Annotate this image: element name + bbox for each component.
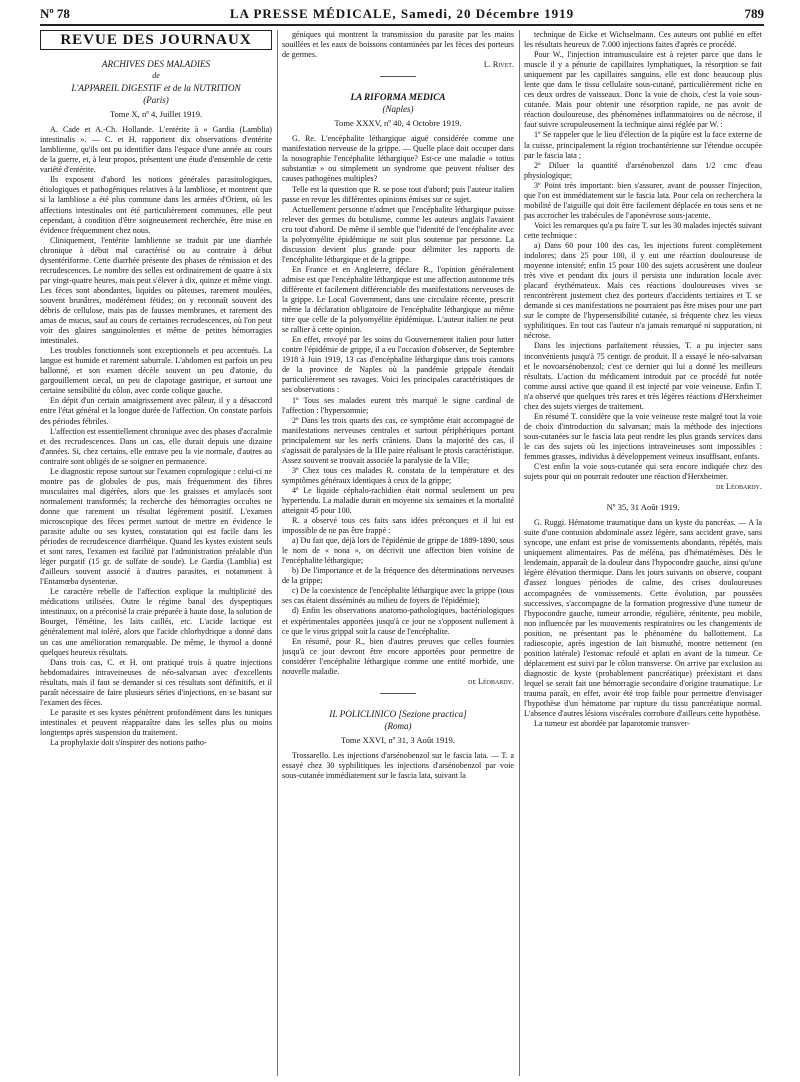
author-signature: de Léobardy. xyxy=(716,482,762,492)
column-2 xyxy=(282,30,514,1076)
paragraph: 4º Le liquide céphalo-rachidien était normal seulement un peu hypertendu. La maladie durait en moyenne six semaines et la mortalité atteignit 45 pour 100. xyxy=(282,485,514,516)
journal-name-line-2: L'APPAREIL DIGESTIF et de la NUTRITION xyxy=(71,83,241,94)
paragraph: 1º Tous ses malades eurent très marqué le signe cardinal de l'affection : l'hypersomnie; xyxy=(282,395,514,415)
journal-tome: Tome X, nº 4, Juillet 1919. xyxy=(109,109,203,120)
article-continuation xyxy=(524,30,762,482)
paragraph: En résumé, pour R., bien d'autres preuves que celles fournies jusqu'à ce jour devront être encore apportées pour permettre de considérer l'encéphalite léthargique comme une entité morbide, une nouvelle maladie. xyxy=(282,636,514,676)
paragraph: Le caractère rebelle de l'affection explique la multiplicité des médications utilisées. Outre le régime banal des dyspeptiques intestinaux, on a préconisé la craie préparée à haute dose, la solution de Bourget, l'émétine, les laits caillés, etc. L'acide lactique est généralement mal toléré, alors que l'acide chlorhydrique a donné dans un cas une amélioration remarquable. De même, le thymol a donné quelques heureux résultats. xyxy=(40,587,272,657)
paragraph: a) Du fait que, déjà lors de l'épidémie de grippe de 1889-1890, sous le nom de « nona », on décrivit une affection bien voisine de l'encéphalite léthargique; xyxy=(282,536,514,566)
paragraph: A. Cade et A.-Ch. Hollande. L'entérite à « Gardia (Lamblia) intestinalis ». — C. et H. rapportent dix observations d'entérite lamblienne, qu'ils ont pu identifier dans l'espace d'une année au cours de la guerre, et, à leur propos, présentent une étude d'ensemble de cette variété d'entérite. xyxy=(40,125,272,175)
paragraph: C'est enfin la voie sous-cutanée qui sera encore indiquée chez des sujets pour qui on pourrait redouter une réaction d'Herxheimer. xyxy=(524,462,762,482)
paragraph: Ils exposent d'abord les notions générales parasitologiques, étiologiques et pathogéniques relatives à la lambliose, et montrent que si la lambliose a été plus commune dans les armées d'Orient, où les affections intestinales ont été particulièrement communes, elle peut cependant, à condition d'être soigneusement recherchée, être mise en évidence fréquemment chez nous. xyxy=(40,175,272,235)
author-signature: de Léobardy. xyxy=(468,676,514,686)
journal-title: LA PRESSE MÉDICALE, Samedi, 20 Décembre 1919 xyxy=(229,6,575,21)
paragraph: Dans les injections parfaitement réussies, T. a pu injecter sans inconvénients jusqu'à 75 centigr. de produit. Il a essayé le néo-salvarsan et le novoarsénobenzol; c'est ce dernier qui lui a donné les meilleurs résultats. L'action du médicament introduit par ce procédé fut notée comme aussi active que quand il est injecté par voie veineuse. Enfin T. n'a observé que quelques très rares et très légères réactions d'Herxheimer chez des sujets vierges de traitement. xyxy=(524,341,762,411)
article-body xyxy=(282,134,514,677)
paragraph: Pour W., l'injection intramusculaire est à rejeter parce que dans le muscle il y a pénurie de capillaires lymphatiques, la résorption se fait uniquement par les capillaires sanguins, elle est donc beaucoup plus lente que dans le tissu cellulaire sous-cutané, particulièrement riche en ces deux ordres de vaisseaux. Donc la voie de choix, c'est la voie sous-cutanée. Mais pour obtenir une résorption rapide, ne pas avoir de réaction douloureuse, des phénomènes inflammatoires ou de nécrose, il faut suivre scrupuleusement la technique ainsi réglée par W. : xyxy=(524,50,762,130)
paragraph: G. Re. L'encéphalite léthargique aiguë considérée comme une manifestation nerveuse de la grippe. — Quelle place doit occuper dans la nosographie l'encéphalite léthargique? Est-ce une maladie « totius substantiæ » ou simplement un syndrome que peuvent réaliser des causes pathogènes multiples? xyxy=(282,134,514,184)
journal-tome: Nº 35, 31 Août 1919. xyxy=(606,502,680,513)
paragraph: Le diagnostic repose surtout sur l'examen coprologique : celui-ci ne montre pas de globules de pus, mais fréquemment des fibres musculaires mal digérées, alors que les graisses et amylacés sont normalement transformés; la recherche des hémorragies occultes ne donne que rarement un résultat légèrement positif. L'examen microscopique des fèces permet surtout de mettre en évidence le parasite adulte ou ses kystes, constatation qui est facile dans les périodes de recrudescence diarrhéique. Quand les kystes existent seuls et sont rares, l'examen est facilité par l'administration préalable d'un léger purgatif (15 gr. de sulfate de soude). Le Gardia (Lamblia) est d'ailleurs souvent associé à d'autres parasites, et notamment à l'Entamœba dysenteriæ. xyxy=(40,466,272,587)
journal-city: (Naples) xyxy=(382,104,414,115)
section-banner: REVUE DES JOURNAUX xyxy=(40,30,272,50)
column-1 xyxy=(40,30,272,1076)
journal-section-title: IL POLICLINICO [Sezione practica] xyxy=(329,708,467,719)
page-header xyxy=(40,4,764,26)
paragraph: 2º Diluer la quantité d'arsénobenzol dans 1/2 cmc d'eau physiologique; xyxy=(524,160,762,180)
divider xyxy=(380,76,416,77)
paragraph: Cliniquement, l'entérite lamblienne se traduit par une diarrhée chronique à début mal caractérisé ou au contraire à début dysentériforme. Cette diarrhée présente des phases de rémission et des recrudescences. Le nombre des selles est ordinairement de quatre à six par vingt-quatre heures, mais peut s'élever à dix, quinze et même vingt. Les fèces sont abondantes, liquides ou pâteuses, rarement moulées, souvent brunâtres, modérément fétides; on y reconnaît souvent des débris de cellulose, mais pas de fausses membranes, et rarement des amas de mucus, sauf au cours de certaines recrudescences, où l'on peut voir des glaires sanguinolentes et même de petites hémorragies intestinales. xyxy=(40,235,272,346)
paragraph: G. Ruggi. Hématome traumatique dans un kyste du pancréas. — A la suite d'une contusion abdominale assez légère, sans accident grave, sans syncope, une enfant est prise de vomissements abondants, répétés, mais uniquement alimentaires. Pas de méléna, pas d'hématémèses. Dès le lendemain, apparaît de la douleur dans l'hypocondre gauche, ainsi qu'une légère élévation thermique. Dans les jours suivants on observe, coupant d'assez longues périodes de calme, des crises douloureuses accompagnées de vomissements. Cette évolution, par poussées successives, s'accompagne de la formation progressive d'une tumeur de l'hypocondre gauche, tumeur arrondie, régulière, rénitente, peu mobile, non influencée par les mouvements respiratoires ou les changements de position, ne présentant pas le phénomène du ballottement. La radioscopie, après ingestion de lait bismuthé, montre nettement (en position latérale) l'estomac refoulé et aplati en avant de la tumeur. Ce déplacement est suivi par le côlon transverse. On arrive par exclusion au diagnostic de kyste (probablement pancréatique) préexistant et dans lequel se serait fait une hémorragie secondaire d'origine traumatique. Le trauma paraît, en effet, avoir été trop faible pour permettre d'envisager l'hypothèse d'un hématome par rupture du tissu pancréatique normal. L'absence d'autres lésions viscérales corrobore d'ailleurs cette hypothèse. xyxy=(524,518,762,719)
author-signature: L. Rivet. xyxy=(483,60,514,70)
paragraph: Telle est la question que R. se pose tout d'abord; puis l'auteur italien passe en revue les différentes opinions émises sur ce sujet. xyxy=(282,184,514,204)
paragraph: En résumé T. considère que la voie veineuse reste malgré tout la voie de choix d'introduction du salvarsan; mais la méthode des injections sous-cutanées sur le fascia lata peut rendre les plus grands services dans le cas des sujets où les injections intraveineuses sont impossibles : femmes grasses, individus à développement veineux insuffisant, enfants. xyxy=(524,411,762,461)
paragraph: Le parasite et ses kystes pénètrent profondément dans les tuniques intestinales et peuvent réapparaître dans les selles plus ou moins longtemps après suspension du traitement. xyxy=(40,707,272,737)
issue-number: Nº 78 xyxy=(40,6,70,21)
paragraph: Voici les remarques qu'a pu faire T. sur les 30 malades injectés suivant cette technique : xyxy=(524,220,762,240)
page-number: 789 xyxy=(744,6,764,21)
journal-city: (Roma) xyxy=(384,720,412,731)
journal-name-line-1: ARCHIVES DES MALADIES xyxy=(101,59,211,70)
column-3 xyxy=(524,30,762,1076)
paragraph: La prophylaxie doit s'inspirer des notions patho- xyxy=(50,738,207,747)
paragraph: géniques qui montrent la transmission du parasite par les mains souillées et les eaux de boissons contaminées par les fèces des porteurs de germes. xyxy=(282,30,514,60)
paragraph: En France et en Angleterre, déclare R., l'opinion généralement admise est que l'encéphalite léthargique est une affection autonome très différente et facilement différenciable des manifestations nerveuses de la grippe. Le Local Government, dans une circulaire récente, prescrit même la déclaration obligatoire de l'encéphalite léthargique au même titre que celle de la polyomyélite épidémique. L'auteur italien ne peut se rallier à cette opinion. xyxy=(282,264,514,335)
paragraph: La tumeur est abordée par laparotomie transver- xyxy=(534,719,690,729)
journal-tome: Tome XXVI, nº 31, 3 Août 1919. xyxy=(340,734,455,745)
paragraph: Dans trois cas, C. et H. ont pratiqué trois à quatre injections hebdomadaires intraveineuses de néo-salvarsan avec d'excellents résultats, mais il faut se demander si ces résultats sont définitifs, et il paraît nécessaire de faire plusieurs séries d'injections, en se basant sur l'examen des fèces. xyxy=(40,657,272,707)
paragraph: Trossarello. Les injections d'arsénobenzol sur le fascia lata. — T. a essayé chez 30 syphilitiques les injections d'arsénobenzol par voie sous-cutanée immédiatement sur le fascia lata, suivant la xyxy=(282,750,514,781)
paragraph: b) De l'importance et de la fréquence des déterminations nerveuses de la grippe; xyxy=(282,566,514,586)
journal-city: (Paris) xyxy=(143,95,169,106)
paragraph: L'affection est essentiellement chronique avec des phases d'accalmie et des recrudescences. Dans un cas, elle durait depuis une dizaine d'années. Si, chez certains, elle entrave peu la vie normale, d'autres au contraire sont obligés de se soigner en permanence. xyxy=(40,426,272,466)
paragraph: Les troubles fonctionnels sont exceptionnels et peu accentués. La langue est humide et rarement saburrale. L'abdomen est parfois un peu ballonné, et son examen décèle souvent un peu d'atonie, du gargouillement cæcal, un peu de clapotage gastrique, et surtout une certaine sensibilité du côlon, avec corde colique gauche. xyxy=(40,346,272,396)
paragraph: 1º Se rappeler que le lieu d'élection de la piqûre est la face externe de la cuisse, principalement la région trochantérienne sur l'étendue occupée par le fascia lata ; xyxy=(524,130,762,160)
paragraph: En effet, envoyé par les soins du Gouvernement italien pour lutter contre l'épidémie de grippe, il a eu l'occasion d'observer, de Septembre 1918 à Juin 1919, 13 cas d'encéphalite léthargique dans trois cantons de la province de Naples où la pandémie grippale étendait particulièrement ses ravages. Voici les principales caractéristiques de ses observations : xyxy=(282,335,514,395)
paragraph: 3º Point très important: bien s'assurer, avant de pousser l'injection, que l'on est immédiatement sur le fascia lata. Pour cela on recherchera la mobilité de l'aiguille qui doit être facilement déplacée en tous sens et ne pas accrocher les trabécules de l'aponévrose sous-jacente. xyxy=(524,180,762,220)
article-body xyxy=(282,751,514,781)
paragraph: R. a observé tous ces faits sans idées préconçues et il lui est impossible de ne pas être frappé : xyxy=(282,516,514,536)
paragraph: a) Dans 60 pour 100 des cas, les injections furent complètement indolores; dans 25 pour 100, il y eut une réaction douloureuse de moyenne intensité; enfin 15 pour 100 des sujets accusèrent une douleur très vive et pendant dix jours il persista une induration locale avec placard érythémateux. Mais ces réactions douloureuses vives se rencontrèrent justement chez des porteurs d'accidents tertiaires et T. se demande si ces manifestations ne pourraient pas être mises pour une part sur le compte de l'hypersensibilité cutanée, si fréquente chez les vieux syphilitiques. En tout cas l'auteur n'a jamais remarqué ni suppuration, ni nécrose. xyxy=(524,240,762,341)
paragraph: d) Enfin les observations anatomo-pathologiques, bactériologiques et expérimentales apportées jusqu'à ce jour ne s'opposent nullement à ce que le virus grippal soit la cause de l'encéphalite. xyxy=(282,606,514,636)
article-body xyxy=(40,125,272,748)
paragraph: 2º Dans les trois quarts des cas, ce symptôme était accompagné de manifestations nerveuses centrales et surtout périphériques portant principalement sur les nerfs crâniens. Dans la majorité des cas, il s'agissait de paralysies de la IIIe paire réalisant le ptosis caractéristique. Assez souvent se trouvait associée la paralysie de la VIIe; xyxy=(282,415,514,465)
journal-section-title xyxy=(40,58,272,94)
journal-name-de: de xyxy=(152,71,160,81)
article-continuation xyxy=(282,30,514,60)
journal-section-title: LA RIFORMA MEDICA xyxy=(350,92,446,103)
column-separator xyxy=(519,30,520,1076)
paragraph: c) De la coexistence de l'encéphalite léthargique avec la grippe (tous ses cas étaient disséminés au milieu de foyers de l'épidémie); xyxy=(282,586,514,606)
divider xyxy=(380,693,416,694)
paragraph: technique de Eicke et Wichselmann. Ces auteurs ont publié en effet les résultats heureux de 7.000 injections faites d'après ce procédé. xyxy=(524,30,762,50)
paragraph: Actuellement personne n'admet que l'encéphalite léthargique puisse relever des germes du botulisme, comme les auteurs anglais l'avaient cru tout d'abord. De même il semble que l'identité de l'encéphalite avec la polyomyélite épidémique ne soit plus soutenue par personne. La discussion devient plus grande pour délimiter les rapports de l'encéphalite léthargique et de la grippe. xyxy=(282,204,514,264)
journal-tome: Tome XXXV, nº 40, 4 Octobre 1919. xyxy=(334,118,462,129)
article-body xyxy=(524,518,762,729)
paragraph: 3º Chez tous ces malades R. constata de la température et des symptômes généraux identiques à ceux de la grippe; xyxy=(282,465,514,485)
column-separator xyxy=(277,30,278,1076)
paragraph: En dépit d'un certain amaigrissement avec pâleur, il y a désaccord entre l'état général et la longue durée de l'affection. On constate parfois des périodes fébriles. xyxy=(40,396,272,426)
